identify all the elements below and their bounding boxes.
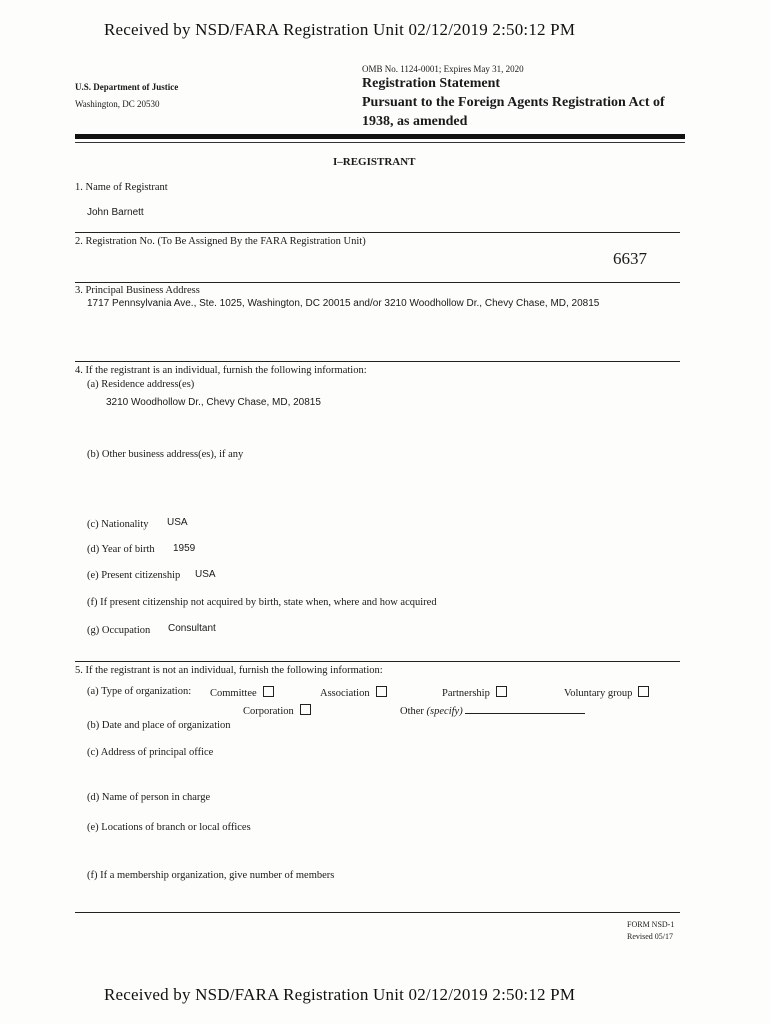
- business-address-label: 3. Principal Business Address: [75, 285, 200, 296]
- corporation-label: Corporation: [243, 706, 294, 717]
- form-subtitle-2: 1938, as amended: [362, 114, 468, 129]
- divider: [75, 361, 680, 362]
- other-specify-line[interactable]: [465, 704, 585, 714]
- registrant-name-label: 1. Name of Registrant: [75, 182, 168, 193]
- department-name: U.S. Department of Justice: [75, 82, 179, 92]
- committee-label: Committee: [210, 688, 257, 699]
- form-subtitle-1: Pursuant to the Foreign Agents Registration Act of: [362, 95, 665, 110]
- association-label: Association: [320, 688, 370, 699]
- residence-address-value: 3210 Woodhollow Dr., Chevy Chase, MD, 20815: [106, 397, 321, 408]
- header-thin-rule: [75, 142, 685, 143]
- association-option[interactable]: [320, 686, 387, 699]
- citizenship-label: (e) Present citizenship: [87, 570, 181, 581]
- form-title: Registration Statement: [362, 76, 501, 91]
- header-heavy-rule: [75, 134, 685, 139]
- committee-checkbox[interactable]: [263, 686, 274, 697]
- voluntary-group-option[interactable]: [564, 686, 649, 699]
- organization-date-label: (b) Date and place of organization: [87, 720, 231, 731]
- partnership-label: Partnership: [442, 688, 490, 699]
- divider: [75, 912, 680, 913]
- voluntary-group-checkbox[interactable]: [638, 686, 649, 697]
- membership-count-label: (f) If a membership organization, give number of members: [87, 870, 335, 881]
- organization-type-label: (a) Type of organization:: [87, 686, 192, 697]
- other-specify-label: (specify): [426, 706, 463, 717]
- association-checkbox[interactable]: [376, 686, 387, 697]
- other-option[interactable]: [400, 704, 585, 717]
- partnership-option[interactable]: [442, 686, 507, 699]
- business-address-value: 1717 Pennsylvania Ave., Ste. 1025, Washington, DC 20015 and/or 3210 Woodhollow Dr., Chevy Chase, MD, 20815: [87, 298, 600, 309]
- divider: [75, 661, 680, 662]
- other-label: Other: [400, 706, 424, 717]
- form-revised: Revised 05/17: [627, 932, 673, 941]
- received-stamp-top: Received by NSD/FARA Registration Unit 02/12/2019 2:50:12 PM: [104, 20, 576, 39]
- voluntary-group-label: Voluntary group: [564, 688, 633, 699]
- partnership-checkbox[interactable]: [496, 686, 507, 697]
- citizenship-acquired-label: (f) If present citizenship not acquired by birth, state when, where and how acquired: [87, 597, 437, 608]
- form-number: FORM NSD-1: [627, 920, 675, 929]
- principal-office-label: (c) Address of principal office: [87, 747, 214, 758]
- section-title: I–REGISTRANT: [333, 156, 416, 168]
- occupation-label: (g) Occupation: [87, 625, 151, 636]
- year-of-birth-value: 1959: [173, 543, 196, 554]
- received-stamp-bottom: Received by NSD/FARA Registration Unit 02/12/2019 2:50:12 PM: [104, 985, 576, 1004]
- branch-offices-label: (e) Locations of branch or local offices: [87, 822, 251, 833]
- corporation-checkbox[interactable]: [300, 704, 311, 715]
- nationality-label: (c) Nationality: [87, 519, 149, 530]
- other-business-address-label: (b) Other business address(es), if any: [87, 449, 244, 460]
- year-of-birth-label: (d) Year of birth: [87, 544, 155, 555]
- omb-number: OMB No. 1124-0001; Expires May 31, 2020: [362, 64, 524, 74]
- divider: [75, 232, 680, 233]
- nationality-value: USA: [167, 517, 188, 528]
- individual-info-label: 4. If the registrant is an individual, furnish the following information:: [75, 365, 367, 376]
- corporation-option[interactable]: [243, 704, 311, 717]
- registration-number-value: 6637: [613, 249, 647, 268]
- organization-info-label: 5. If the registrant is not an individual, furnish the following information:: [75, 665, 383, 676]
- registration-number-label: 2. Registration No. (To Be Assigned By the FARA Registration Unit): [75, 236, 366, 247]
- person-in-charge-label: (d) Name of person in charge: [87, 792, 211, 803]
- residence-address-label: (a) Residence address(es): [87, 379, 195, 390]
- citizenship-value: USA: [195, 569, 216, 580]
- divider: [75, 282, 680, 283]
- occupation-value: Consultant: [168, 623, 216, 634]
- department-city: Washington, DC 20530: [75, 99, 160, 109]
- committee-option[interactable]: [210, 686, 274, 699]
- registrant-name-value: John Barnett: [87, 207, 144, 218]
